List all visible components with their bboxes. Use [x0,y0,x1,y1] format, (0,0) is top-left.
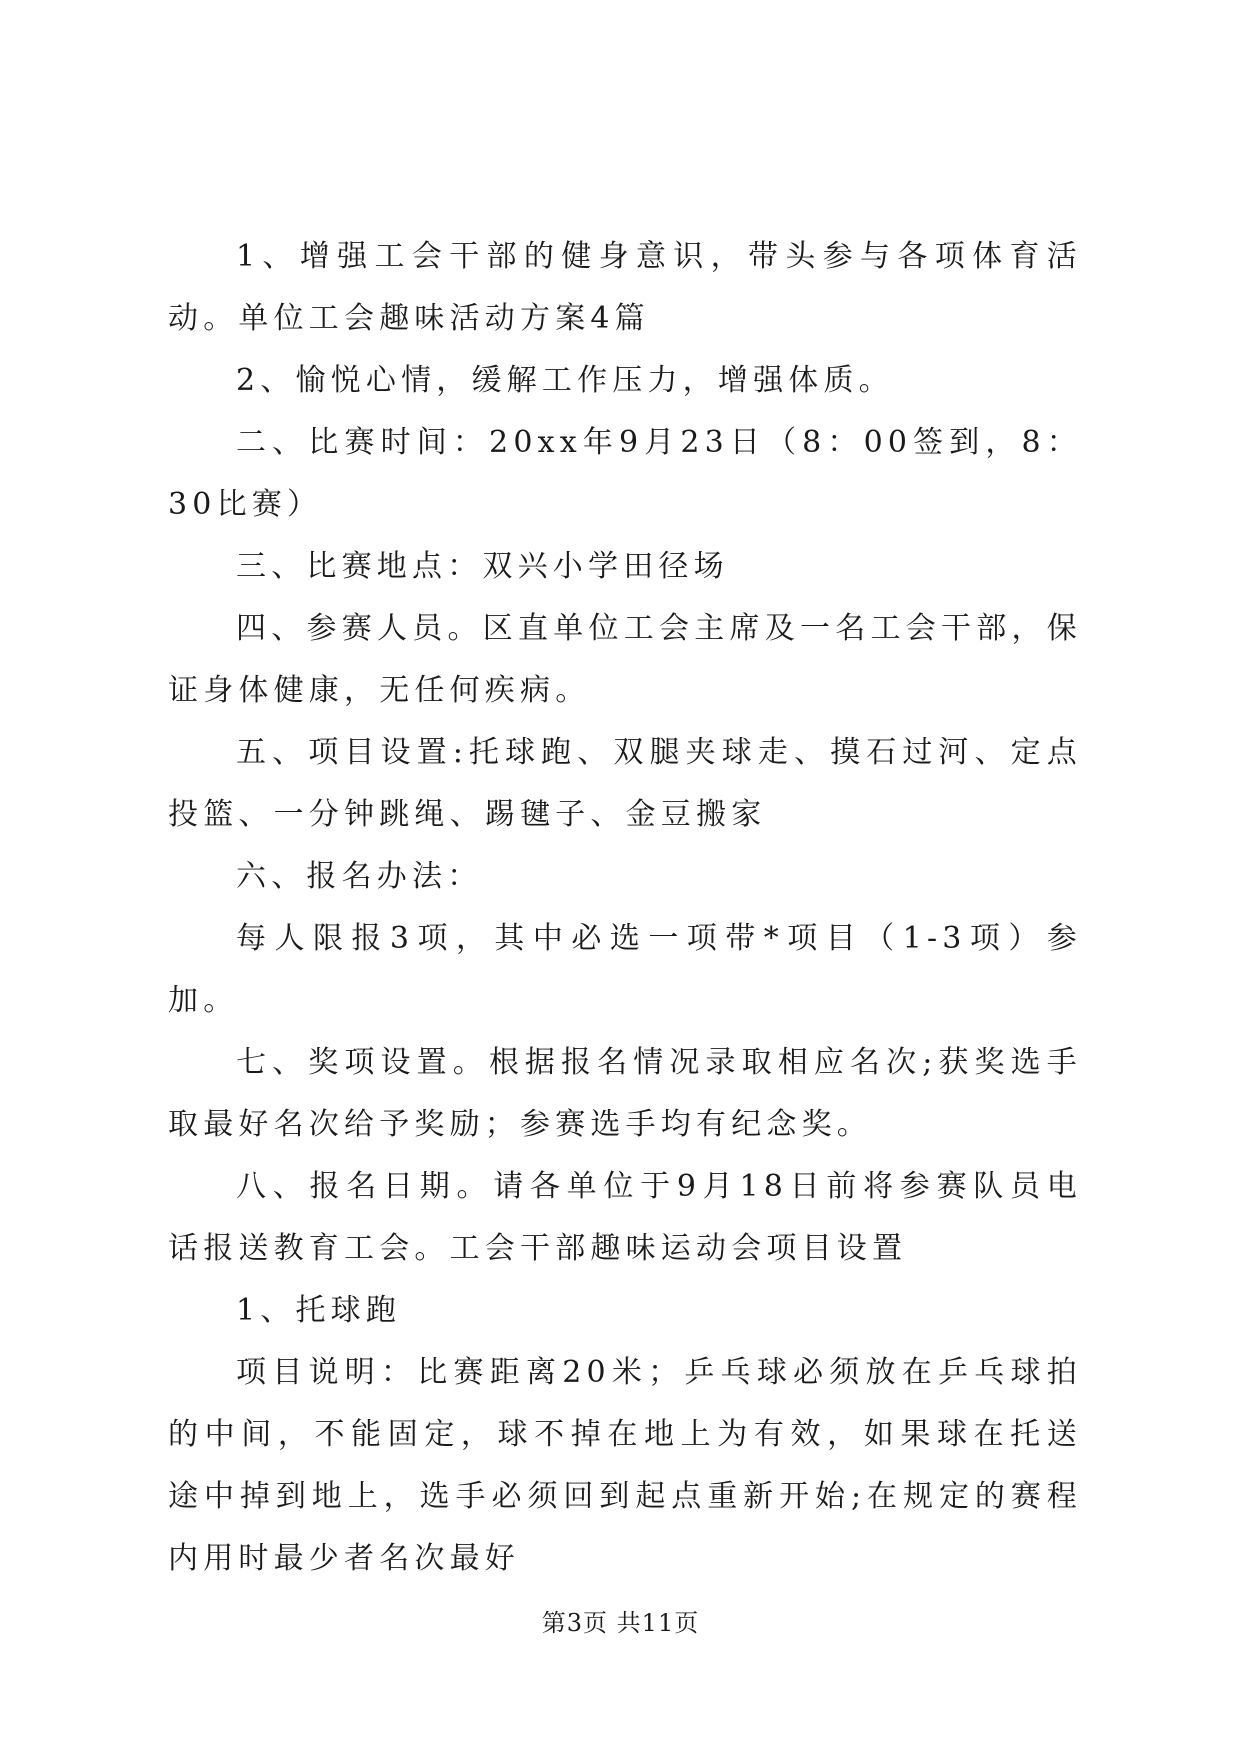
paragraph-awards: 七、奖项设置。根据报名情况录取相应名次;获奖选手取最好名次给予奖励；参赛选手均有纪念奖。 [168,1045,1082,1142]
paragraph-goal-2: 2、愉悦心情，缓解工作压力，增强体质。 [236,363,894,398]
paragraph-participants: 四、参赛人员。区直单位工会主席及一名工会干部，保证身体健康，无任何疾病。 [168,611,1082,708]
paragraph-events: 五、项目设置:托球跑、双腿夹球走、摸石过河、定点投篮、一分钟跳绳、踢毽子、金豆搬家 [168,735,1082,832]
paragraph-event-1-title: 1、托球跑 [236,1293,402,1328]
paragraph-registration-method-heading: 六、报名办法： [236,859,483,894]
document-body [168,226,1082,1590]
paragraph-registration-date: 八、报名日期。请各单位于9月18日前将参赛队员电话报送教育工会。工会干部趣味运动会项目设置 [168,1169,1082,1266]
paragraph-competition-venue: 三、比赛地点：双兴小学田径场 [236,549,729,584]
paragraph-competition-time: 二、比赛时间：20xx年9月23日（8：00签到，8：30比赛） [168,425,1082,522]
paragraph-registration-limit: 每人限报3项，其中必选一项带*项目（1-3项）参加。 [168,921,1082,1018]
page-number-footer: 第3页 共11页 [541,1609,700,1637]
paragraph-goal-1: 1、增强工会干部的健身意识，带头参与各项体育活动。单位工会趣味活动方案4篇 [168,239,1082,336]
paragraph-event-1-description: 项目说明：比赛距离20米；乒乓球必须放在乒乓球拍的中间，不能固定，球不掉在地上为有效，如果球在托送途中掉到地上，选手必须回到起点重新开始;在规定的赛程内用时最少者名次最好 [168,1355,1082,1576]
